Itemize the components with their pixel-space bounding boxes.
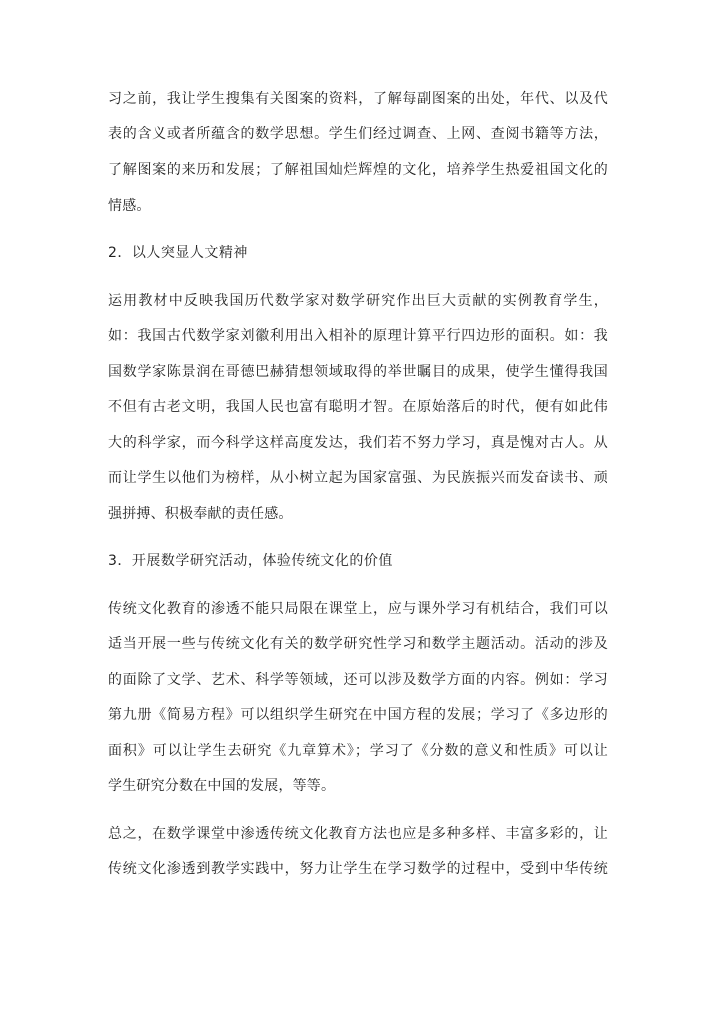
paragraph-2-line-1: 运用教材中反映我国历代数学家对数学研究作出巨大贡献的实例教育学生， <box>108 293 608 309</box>
paragraph-3-line-2: 适当开展一些与传统文化有关的数学研究性学习和数学主题活动。活动的涉及 <box>108 636 608 652</box>
paragraph-2-line-4: 不但有古老文明，我国人民也富有聪明才智。在原始落后的时代，便有如此伟 <box>108 399 608 415</box>
paragraph-1-line-4: 情感。 <box>108 198 151 214</box>
paragraph-1-line-3: 了解图案的来历和发展；了解祖国灿烂辉煌的文化，培养学生热爱祖国文化的 <box>108 162 608 178</box>
paragraph-3-line-1: 传统文化教育的渗透不能只局限在课堂上，应与课外学习有机结合，我们可以 <box>108 601 608 617</box>
paragraph-3-line-4: 第九册《简易方程》可以组织学生研究在中国方程的发展；学习了《多边形的 <box>108 707 608 723</box>
paragraph-4-line-2: 传统文化渗透到教学实践中，努力让学生在学习数学的过程中，受到中华传统 <box>108 861 608 877</box>
paragraph-3-line-6: 学生研究分数在中国的发展，等等。 <box>108 778 336 794</box>
section-heading-2: 2．以人突显人文精神 <box>108 245 248 261</box>
paragraph-2-line-2: 如：我国古代数学家刘徽利用出入相补的原理计算平行四边形的面积。如：我 <box>108 328 608 344</box>
paragraph-2-line-7: 强拼搏、积极奉献的责任感。 <box>108 506 293 522</box>
paragraph-3-line-5: 面积》可以让学生去研究《九章算术》；学习了《分数的意义和性质》可以让 <box>108 743 608 759</box>
paragraph-2-line-3: 国数学家陈景润在哥德巴赫猜想领域取得的举世瞩目的成果，使学生懂得我国 <box>108 364 608 380</box>
paragraph-1-line-2: 表的含义或者所蕴含的数学思想。学生们经过调查、上网、查阅书籍等方法， <box>108 126 608 142</box>
paragraph-1-line-1: 习之前，我让学生搜集有关图案的资料，了解每副图案的出处，年代、以及代 <box>108 91 608 107</box>
section-heading-3: 3．开展数学研究活动，体验传统文化的价值 <box>108 553 393 569</box>
paragraph-4-line-1: 总之，在数学课堂中渗透传统文化教育方法也应是多种多样、丰富多彩的，让 <box>108 826 608 842</box>
paragraph-2-line-5: 大的科学家，而今科学这样高度发达，我们若不努力学习，真是愧对古人。从 <box>108 435 608 451</box>
paragraph-2-line-6: 而让学生以他们为榜样，从小树立起为国家富强、为民族振兴而发奋读书、顽 <box>108 470 608 486</box>
paragraph-3-line-3: 的面除了文学、艺术、科学等领域，还可以涉及数学方面的内容。例如：学习 <box>108 672 608 688</box>
